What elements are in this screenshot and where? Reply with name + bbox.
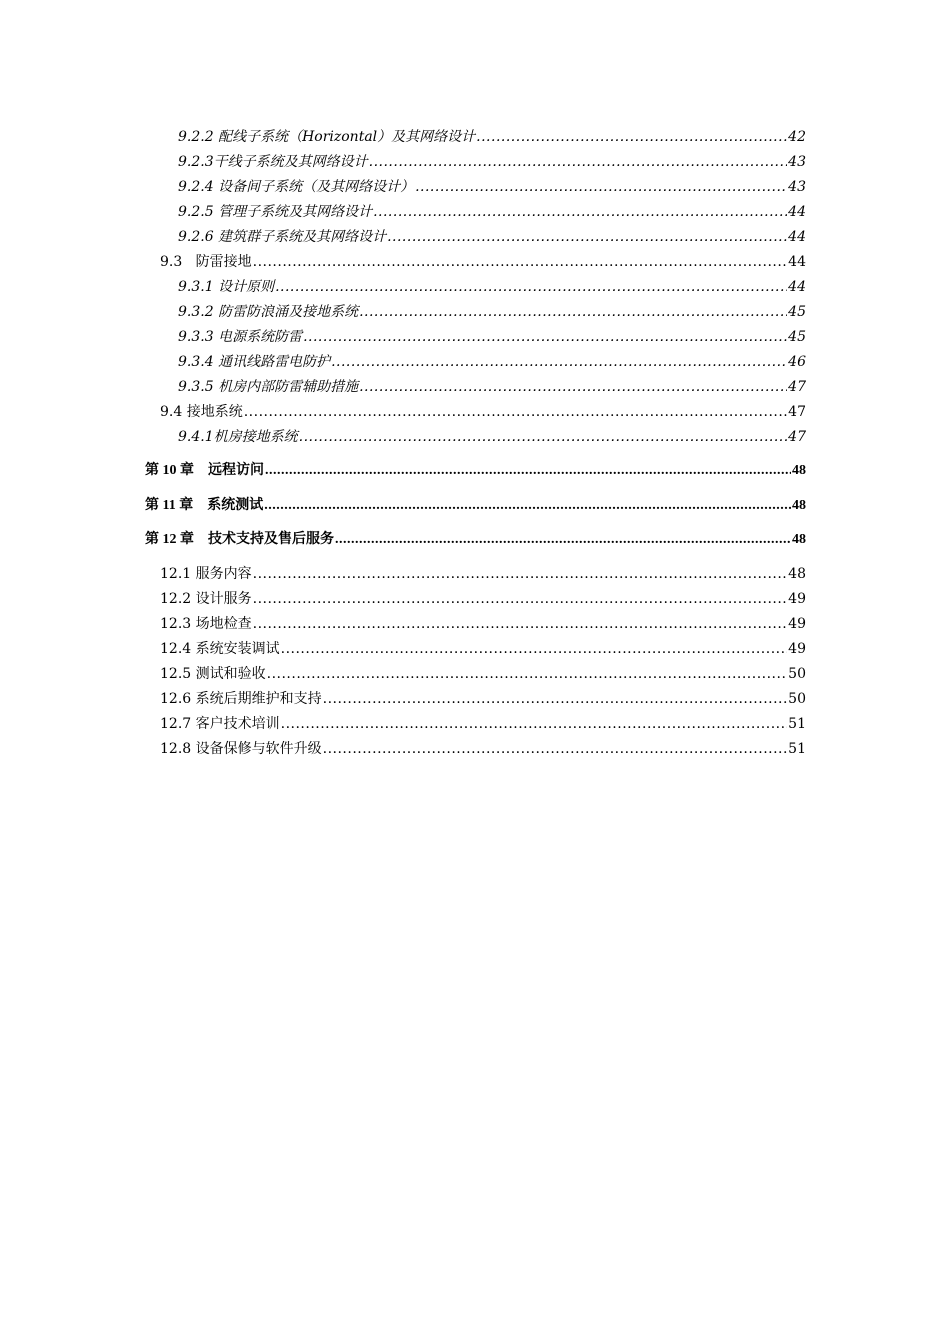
toc-chapter-10[interactable] [145,459,806,483]
toc-leader-dots [415,175,787,199]
toc-chapter-11[interactable] [145,494,806,518]
toc-page-number: 43 [788,179,806,195]
toc-entry-label: 12.2 设计服务 [160,591,252,607]
toc-leader-dots [275,275,787,299]
toc-page-number: 48 [792,532,806,547]
toc-leader-dots [253,562,788,586]
toc-page-number: 45 [788,329,806,345]
toc-chapter-12[interactable] [145,528,806,552]
toc-entry-12-5[interactable] [160,662,806,686]
toc-entry-label: 9.3 防雷接地 [160,254,252,270]
toc-entry-label: 9.3.5 机房内部防雷辅助措施 [178,379,359,395]
toc-entry-9-4[interactable] [160,400,806,424]
toc-page-number: 48 [792,498,806,513]
toc-entry-label: 12.8 设备保修与软件升级 [160,741,322,757]
toc-leader-dots [253,612,788,636]
toc-entry-label: 9.2.3干线子系统及其网络设计 [178,154,368,170]
toc-leader-dots [253,587,788,611]
toc-page-number: 46 [788,354,806,370]
toc-entry-label: 12.3 场地检查 [160,616,252,632]
toc-entry-label: 9.2.4 设备间子系统（及其网络设计） [178,179,415,195]
toc-entry-9-3-4[interactable] [178,350,806,374]
toc-leader-dots [323,687,788,711]
toc-entry-9-3-3[interactable] [178,325,806,349]
toc-entry-label: 9.3.2 防雷防浪涌及接地系统 [178,304,359,320]
toc-leader-dots [303,325,787,349]
toc-page-number: 42 [788,129,806,145]
toc-entry-12-4[interactable] [160,637,806,661]
toc-leader-dots [267,662,788,686]
toc-page-number: 51 [788,741,806,757]
toc-page-number: 47 [788,404,806,420]
toc-page-number: 49 [788,616,806,632]
toc-page-number: 44 [788,204,806,220]
toc-entry-9-2-6[interactable] [178,225,806,249]
toc-entry-label: 12.4 系统安装调试 [160,641,280,657]
toc-leader-dots [323,737,788,761]
toc-entry-label: 9.2.6 建筑群子系统及其网络设计 [178,229,387,245]
toc-entry-9-3-1[interactable] [178,275,806,299]
toc-page-number: 44 [788,229,806,245]
toc-leader-dots [299,425,788,449]
toc-entry-12-1[interactable] [160,562,806,586]
toc-leader-dots [359,375,787,399]
toc-page-number: 49 [788,641,806,657]
toc-page-number: 44 [788,279,806,295]
toc-page-number: 43 [788,154,806,170]
toc-entry-9-3-2[interactable] [178,300,806,324]
toc-page-number: 50 [788,666,806,682]
toc-leader-dots [476,125,787,149]
toc-entry-label: 9.3.3 电源系统防雷 [178,329,303,345]
toc-entry-9-4-1[interactable] [178,425,806,449]
toc-page-number: 51 [788,716,806,732]
toc-leader-dots [359,300,787,324]
toc-leader-dots [281,637,788,661]
toc-entry-12-6[interactable] [160,687,806,711]
toc-leader-dots [244,400,787,424]
toc-page-number: 44 [788,254,806,270]
toc-entry-label: 9.3.1 设计原则 [178,279,275,295]
toc-leader-dots [253,250,788,274]
toc-entry-12-3[interactable] [160,612,806,636]
toc-leader-dots [335,528,791,552]
toc-entry-label: 第 11 章 系统测试 [145,498,264,513]
toc-entry-label: 9.2.5 管理子系统及其网络设计 [178,204,373,220]
toc-entry-9-2-4[interactable] [178,175,806,199]
toc-entry-12-7[interactable] [160,712,806,736]
toc-leader-dots [373,200,787,224]
toc-entry-9-3[interactable] [160,250,806,274]
toc-page-number: 50 [788,691,806,707]
toc-entry-label: 12.6 系统后期维护和支持 [160,691,322,707]
toc-entry-label: 12.7 客户技术培训 [160,716,280,732]
toc-leader-dots [264,494,791,518]
toc-page-number: 45 [788,304,806,320]
toc-page-number: 48 [788,566,806,582]
toc-leader-dots [265,459,791,483]
toc-page-number: 49 [788,591,806,607]
toc-entry-label: 9.3.4 通讯线路雷电防护 [178,354,331,370]
toc-entry-label: 9.2.2 配线子系统（Horizontal）及其网络设计 [178,129,476,145]
toc-leader-dots [369,150,788,174]
toc-leader-dots [331,350,787,374]
toc-entry-label: 9.4.1机房接地系统 [178,429,298,445]
toc-entry-label: 第 10 章 远程访问 [145,463,264,478]
toc-page-number: 47 [788,379,806,395]
toc-leader-dots [281,712,788,736]
toc-entry-12-8[interactable] [160,737,806,761]
toc-entry-9-2-5[interactable] [178,200,806,224]
toc-entry-9-2-2[interactable] [178,125,806,149]
toc-entry-9-3-5[interactable] [178,375,806,399]
toc-entry-label: 12.5 测试和验收 [160,666,266,682]
toc-page-number: 47 [788,429,806,445]
toc-entry-label: 第 12 章 技术支持及售后服务 [145,532,334,547]
toc-entry-9-2-3[interactable] [178,150,806,174]
toc-leader-dots [387,225,787,249]
toc-entry-label: 9.4 接地系统 [160,404,243,420]
toc-entry-label: 12.1 服务内容 [160,566,252,582]
toc-entry-12-2[interactable] [160,587,806,611]
toc-page-number: 48 [792,463,806,478]
